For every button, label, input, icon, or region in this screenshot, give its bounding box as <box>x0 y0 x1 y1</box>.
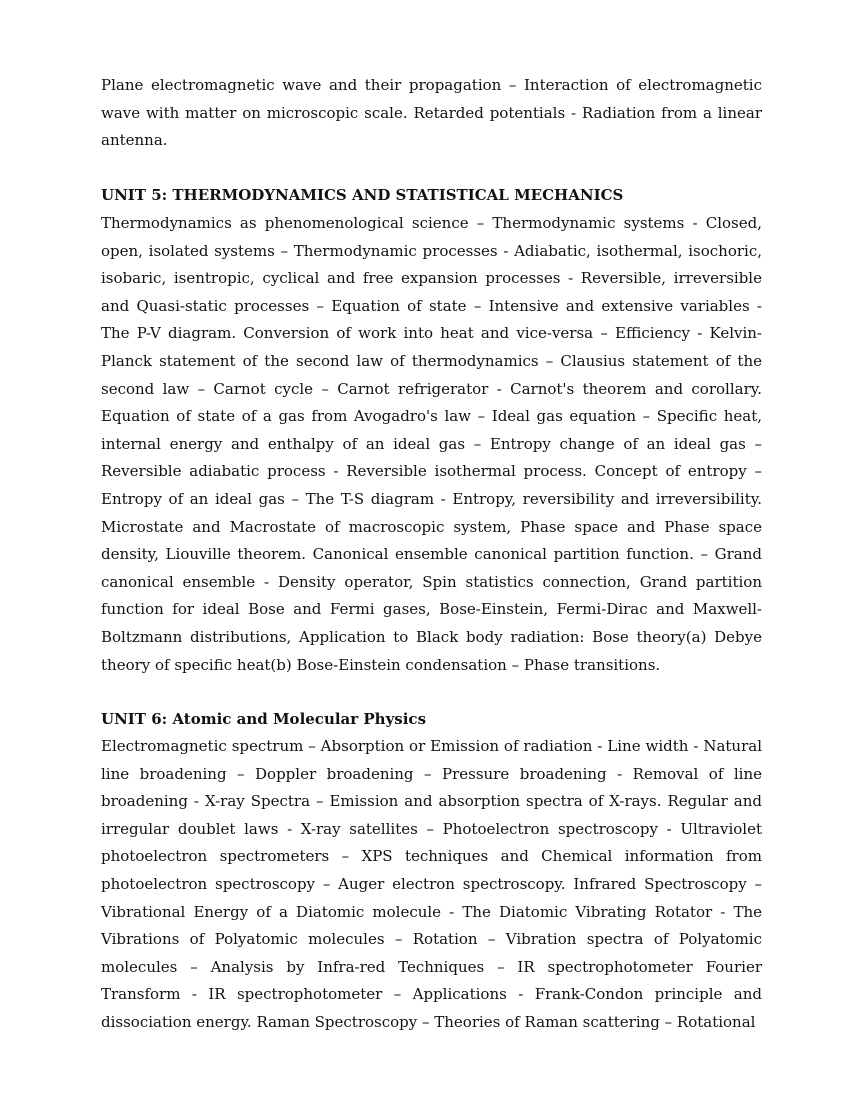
intro-paragraph <box>101 72 762 155</box>
intro-text: Plane electromagnetic wave and their propagation – Interaction of electromagnetic wave with matter on microscopic scale. Retarded potentials - Radiation from a linear antenna. <box>101 76 762 150</box>
unit6-text: Electromagnetic spectrum – Absorption or Emission of radiation - Line width - Natural line broadening – Doppler broadening – Pressure broadening - Removal of line broadening - X-ray Spectra – Emission and absorption spectra of X-rays. Regular and irregular doublet laws - X-ray satellites – Photoelectron spectroscopy - Ultraviolet photoelectron spectrometers – XPS techniques and Chemical information from photoelectron spectroscopy – Auger electron spectroscopy. Infrared Spectroscopy – Vibrational Energy of a Diatomic molecule - The Diatomic Vibrating Rotator - The Vibrations of Polyatomic molecules – Rotation – Vibration spectra of Polyatomic molecules – Analysis by Infra-red Techniques – IR spectrophotometer Fourier Transform - IR spectrophotometer – Applications - Frank-Condon principle and dissociation energy. Raman Spectroscopy – Theories of Raman scattering – Rotational <box>101 737 762 1031</box>
unit5-text: Thermodynamics as phenomenological science – Thermodynamic systems - Closed, open, isolated systems – Thermodynamic processes - Adiabatic, isothermal, isochoric, isobaric, isentropic, cyclical and free expansion processes - Reversible, irreversible and Quasi-static processes – Equation of state – Intensive and extensive variables - The P-V diagram. Conversion of work into heat and vice-versa – Efficiency - Kelvin-Planck statement of the second law of thermodynamics – Clausius statement of the second law – Carnot cycle – Carnot refrigerator - Carnot's theorem and corollary. Equation of state of a gas from Avogadro's law – Ideal gas equation – Specific heat, internal energy and enthalpy of an ideal gas – Entropy change of an ideal gas – Reversible adiabatic process - Reversible isothermal process. Concept of entropy – Entropy of an ideal gas – The T-S diagram - Entropy, reversibility and irreversibility. Microstate and Macrostate of macroscopic system, Phase space and Phase space density, Liouville theorem. Canonical ensemble canonical partition function. – Grand canonical ensemble - Density operator, Spin statistics connection, Grand partition function for ideal Bose and Fermi gases, Bose-Einstein, Fermi-Dirac and Maxwell-Boltzmann distributions, Application to Black body radiation: Bose theory(a) Debye theory of specific heat(b) Bose-Einstein condensation – Phase transitions. <box>101 214 762 674</box>
unit5-heading: UNIT 5: THERMODYNAMICS AND STATISTICAL MECHANICS <box>101 186 624 204</box>
unit5-body <box>101 210 762 679</box>
unit6-heading: UNIT 6: Atomic and Molecular Physics <box>101 710 427 728</box>
unit6-body <box>101 733 762 1037</box>
